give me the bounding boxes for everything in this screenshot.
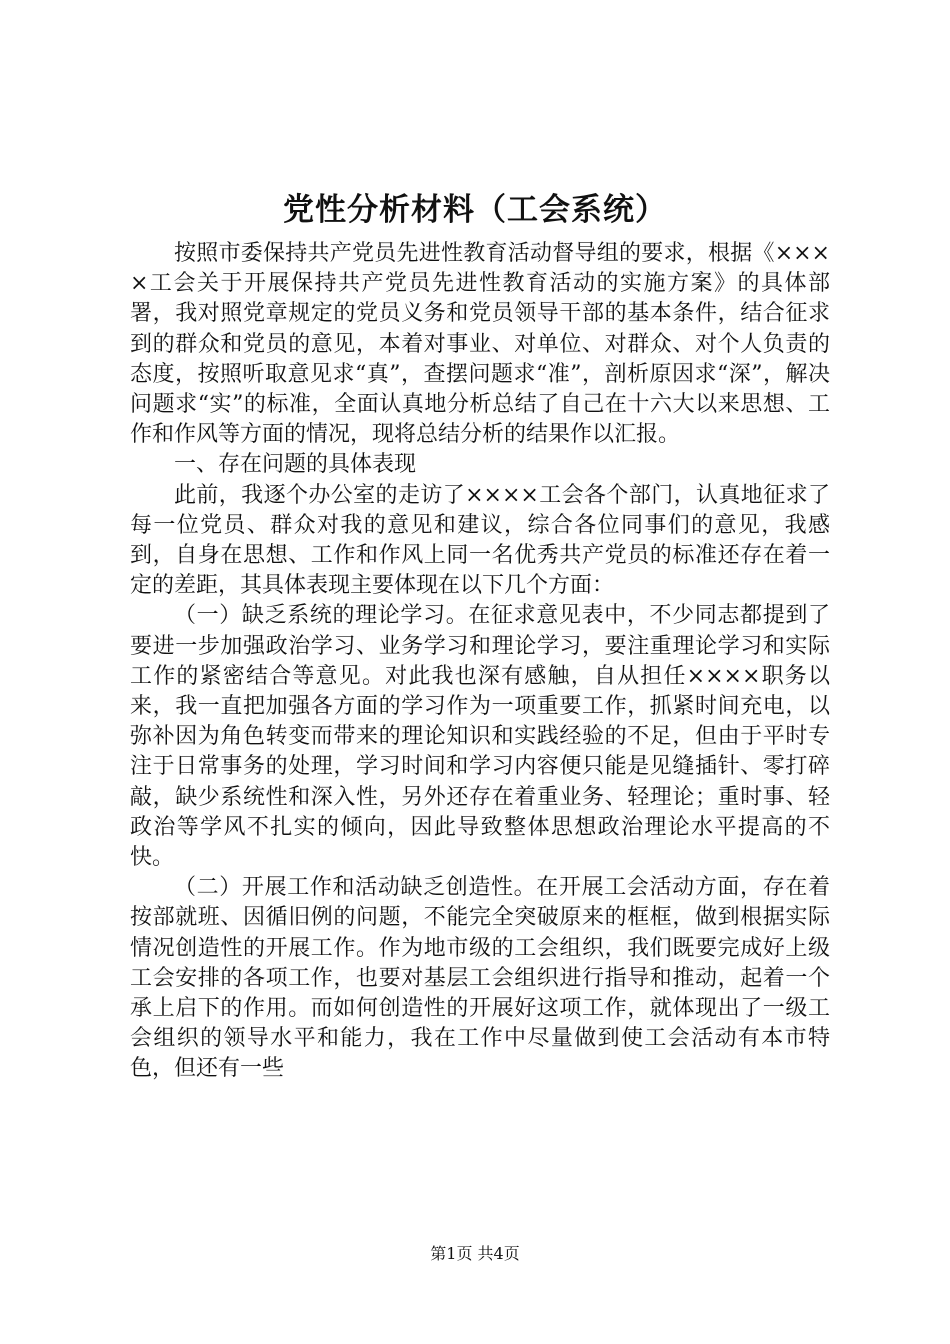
- page-number: 第1页 共4页: [430, 1244, 520, 1263]
- document-body: [130, 239, 830, 1085]
- paragraph-intro: 按照市委保持共产党员先进性教育活动督导组的要求，根据《××××工会关于开展保持共产党员先进性教育活动的实施方案》的具体部署，我对照党章规定的党员义务和党员领导干部的基本条件，结合征求到的群众和党员的意见，本着对事业、对单位、对群众、对个人负责的态度，按照听取意见求“真”，查摆问题求“准”，剖析原因求“深”，解决问题求“实”的标准，全面认真地分析总结了自己在十六大以来思想、工作和作风等方面的情况，现将总结分析的结果作以汇报。: [130, 241, 830, 448]
- paragraph-survey: 此前，我逐个办公室的走访了××××工会各个部门，认真地征求了每一位党员、群众对我的意见和建议，综合各位同事们的意见，我感到，自身在思想、工作和作风上同一名优秀共产党员的标准还存在着一定的差距，其具体表现主要体现在以下几个方面：: [130, 482, 830, 599]
- document-title: 党性分析材料（工会系统）: [283, 192, 667, 228]
- paragraph-point-2: （二）开展工作和活动缺乏创造性。在开展工会活动方面，存在着按部就班、因循旧例的问题，不能完全突破原来的框框，做到根据实际情况创造性的开展工作。作为地市级的工会组织，我们既要完成好上级工会安排的各项工作，也要对基层工会组织进行指导和推动，起着一个承上启下的作用。而如何创造性的开展好这项工作，就体现出了一级工会组织的领导水平和能力，我在工作中尽量做到使工会活动有本市特色，但还有一些: [130, 875, 830, 1082]
- paragraph-point-1: （一）缺乏系统的理论学习。在征求意见表中，不少同志都提到了要进一步加强政治学习、业务学习和理论学习，要注重理论学习和实际工作的紧密结合等意见。对此我也深有感触，自从担任××××职务以来，我一直把加强各方面的学习作为一项重要工作，抓紧时间充电，以弥补因为角色转变而带来的理论知识和实践经验的不足，但由于平时专注于日常事务的处理，学习时间和学习内容便只能是见缝插针、零打碎敲，缺少系统性和深入性，另外还存在着重业务、轻理论；重时事、轻政治等学风不扎实的倾向，因此导致整体思想政治理论水平提高的不快。: [130, 603, 830, 871]
- section-heading-problems: 一、存在问题的具体表现: [174, 452, 417, 478]
